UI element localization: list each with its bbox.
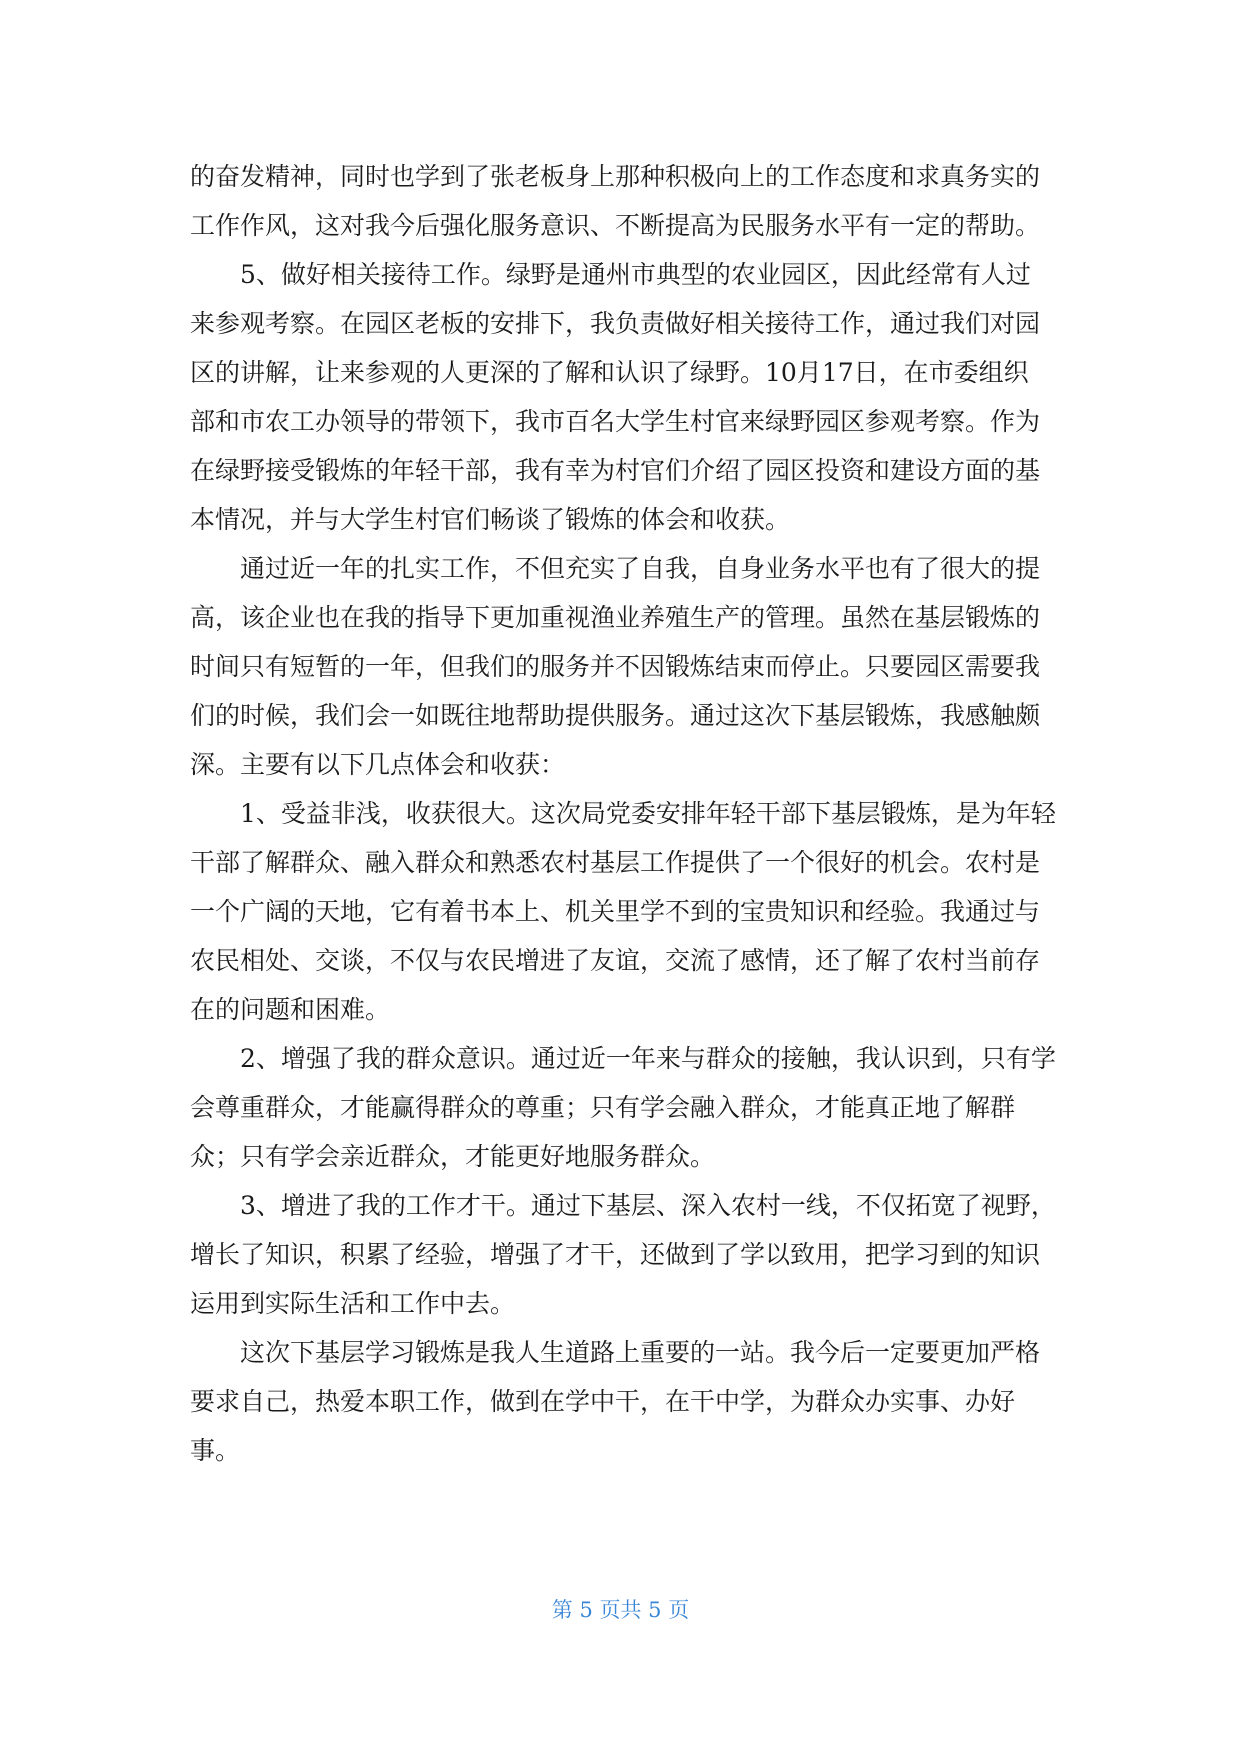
text-line: 深。主要有以下几点体会和收获： xyxy=(190,750,566,779)
text-line: 事。 xyxy=(190,1436,241,1465)
text-line: 3、增进了我的工作才干。通过下基层、深入农村一线，不仅拓宽了视野， xyxy=(240,1191,1056,1220)
text-line: 增长了知识，积累了经验，增强了才干，还做到了学以致用，把学习到的知识 xyxy=(190,1240,1041,1269)
text-line: 部和市农工办领导的带领下，我市百名大学生村官来绿野园区参观考察。作为 xyxy=(190,407,1041,436)
text-line: 区的讲解，让来参观的人更深的了解和认识了绿野。10月17日，在市委组织 xyxy=(190,358,1029,387)
text-line: 的奋发精神，同时也学到了张老板身上那种积极向上的工作态度和求真务实的 xyxy=(190,162,1041,191)
text-line: 众；只有学会亲近群众，才能更好地服务群众。 xyxy=(190,1142,716,1171)
text-line: 1、受益非浅，收获很大。这次局党委安排年轻干部下基层锻炼，是为年轻 xyxy=(240,799,1056,828)
text-line: 通过近一年的扎实工作，不但充实了自我，自身业务水平也有了很大的提 xyxy=(240,554,1041,583)
text-line: 5、做好相关接待工作。绿野是通州市典型的农业园区，因此经常有人过 xyxy=(240,260,1031,289)
text-line: 时间只有短暂的一年，但我们的服务并不因锻炼结束而停止。只要园区需要我 xyxy=(190,652,1041,681)
text-line: 在的问题和困难。 xyxy=(190,995,391,1024)
text-line: 农民相处、交谈，不仅与农民增进了友谊，交流了感情，还了解了农村当前存 xyxy=(190,946,1041,975)
page-number-footer: 第 5 页共 5 页 xyxy=(551,1598,690,1622)
text-line: 2、增强了我的群众意识。通过近一年来与群众的接触，我认识到，只有学 xyxy=(240,1044,1056,1073)
document-body xyxy=(190,152,1058,1475)
text-line: 工作作风，这对我今后强化服务意识、不断提高为民服务水平有一定的帮助。 xyxy=(190,211,1041,240)
text-line: 一个广阔的天地，它有着书本上、机关里学不到的宝贵知识和经验。我通过与 xyxy=(190,897,1041,926)
text-line: 在绿野接受锻炼的年轻干部，我有幸为村官们介绍了园区投资和建设方面的基 xyxy=(190,456,1041,485)
text-line: 来参观考察。在园区老板的安排下，我负责做好相关接待工作，通过我们对园 xyxy=(190,309,1041,338)
text-line: 运用到实际生活和工作中去。 xyxy=(190,1289,516,1318)
text-line: 这次下基层学习锻炼是我人生道路上重要的一站。我今后一定要更加严格 xyxy=(240,1338,1041,1367)
text-line: 们的时候，我们会一如既往地帮助提供服务。通过这次下基层锻炼，我感触颇 xyxy=(190,701,1041,730)
text-line: 要求自己，热爱本职工作，做到在学中干，在干中学，为群众办实事、办好 xyxy=(190,1387,1016,1416)
text-line: 本情况，并与大学生村官们畅谈了锻炼的体会和收获。 xyxy=(190,505,791,534)
text-line: 会尊重群众，才能赢得群众的尊重；只有学会融入群众，才能真正地了解群 xyxy=(190,1093,1016,1122)
text-line: 高，该企业也在我的指导下更加重视渔业养殖生产的管理。虽然在基层锻炼的 xyxy=(190,603,1041,632)
text-line: 干部了解群众、融入群众和熟悉农村基层工作提供了一个很好的机会。农村是 xyxy=(190,848,1041,877)
